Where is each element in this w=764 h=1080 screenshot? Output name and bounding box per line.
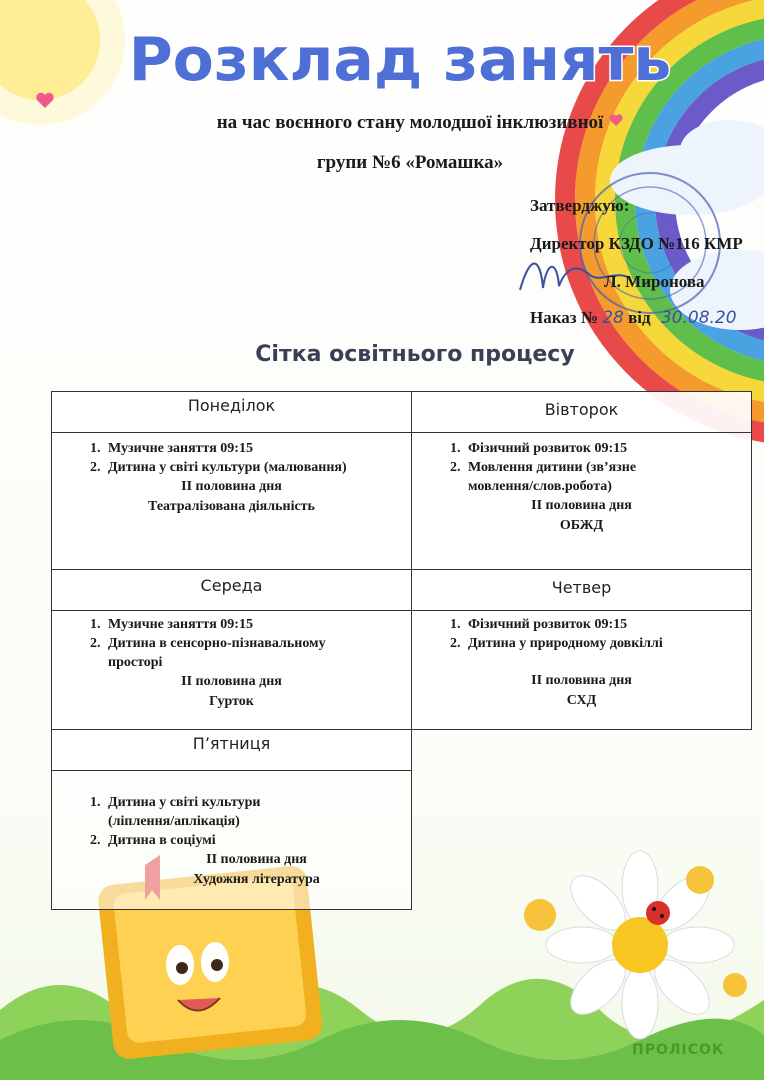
second-half-label: ІІ половина дня: [181, 479, 282, 494]
brand-logo: ПРОЛІСОК: [632, 1042, 725, 1058]
list-item: 2. Мовлення дитини (зв’язне мовлення/слов.робота): [464, 458, 681, 496]
sun-icon: [0, 0, 125, 125]
subtitle-line-2: групи №6 «Ромашка»: [316, 152, 504, 173]
day-cell-wednesday: [51, 610, 412, 730]
order-from-label: від: [628, 308, 651, 327]
list-item: 2. Дитина в сенсорно-пізнавальному просторі: [104, 634, 371, 672]
list-item: 1. Дитина у світі культури (ліплення/аплікація): [104, 793, 291, 831]
subtitle-line-1: на час воєнного стану молодшої інклюзивної: [216, 112, 604, 133]
list-item: 2. Дитина у природному довкіллі: [464, 634, 751, 653]
order-number: 28: [602, 308, 624, 328]
day-cell-monday: [51, 432, 412, 570]
approval-line: Затверджую:: [530, 196, 630, 215]
afternoon-activity: Художня література: [193, 872, 320, 887]
lesson-list: [412, 439, 751, 496]
day-name: Четвер: [551, 578, 612, 597]
day-header-thursday: [411, 569, 752, 611]
director-name: Л. Миронова: [604, 272, 705, 291]
grid-title: Сітка освітнього процесу: [255, 342, 575, 367]
day-name: П’ятниця: [192, 734, 271, 753]
second-half-label: ІІ половина дня: [206, 852, 307, 867]
list-item: 2. Дитина в соціумі: [104, 831, 291, 850]
second-half-label: ІІ половина дня: [181, 674, 282, 689]
order-line: [530, 308, 737, 328]
afternoon-activity: ОБЖД: [559, 518, 604, 533]
list-item: 1. Фізичний розвиток 09:15: [464, 615, 751, 634]
day-name: Вівторок: [544, 400, 619, 419]
page-title-text: Розклад занять: [128, 25, 672, 95]
day-name: Середа: [200, 576, 263, 595]
list-item: 1. Музичне заняття 09:15: [104, 439, 411, 458]
ladybug-icon: [646, 901, 670, 925]
list-item: 1. Фізичний розвиток 09:15: [464, 439, 681, 458]
list-item: 2. Дитина у світі культури (малювання): [104, 458, 411, 477]
day-header-friday: [51, 729, 412, 771]
day-header-monday: [51, 391, 412, 433]
lesson-list: [412, 615, 751, 653]
list-item: 1. Музичне заняття 09:15: [104, 615, 371, 634]
day-header-tuesday: [411, 391, 752, 433]
lesson-list: [52, 793, 411, 850]
afternoon-activity: Театралізована діяльність: [148, 499, 315, 514]
director-line: Директор КЗДО №116 КМР: [530, 234, 743, 253]
day-header-wednesday: [51, 569, 412, 611]
day-cell-thursday: [411, 610, 752, 730]
lesson-list: [52, 615, 411, 672]
day-cell-tuesday: [411, 432, 752, 570]
second-half-label: ІІ половина дня: [531, 498, 632, 513]
order-date: 30.08.20: [660, 308, 737, 328]
second-half-label: ІІ половина дня: [531, 673, 632, 688]
order-label: Наказ №: [530, 308, 598, 327]
day-name: Понеділок: [187, 396, 276, 415]
lesson-list: [52, 439, 411, 477]
page-title: [120, 18, 680, 98]
afternoon-activity: СХД: [566, 693, 597, 708]
day-cell-friday: [51, 770, 412, 910]
afternoon-activity: Гурток: [209, 694, 254, 709]
